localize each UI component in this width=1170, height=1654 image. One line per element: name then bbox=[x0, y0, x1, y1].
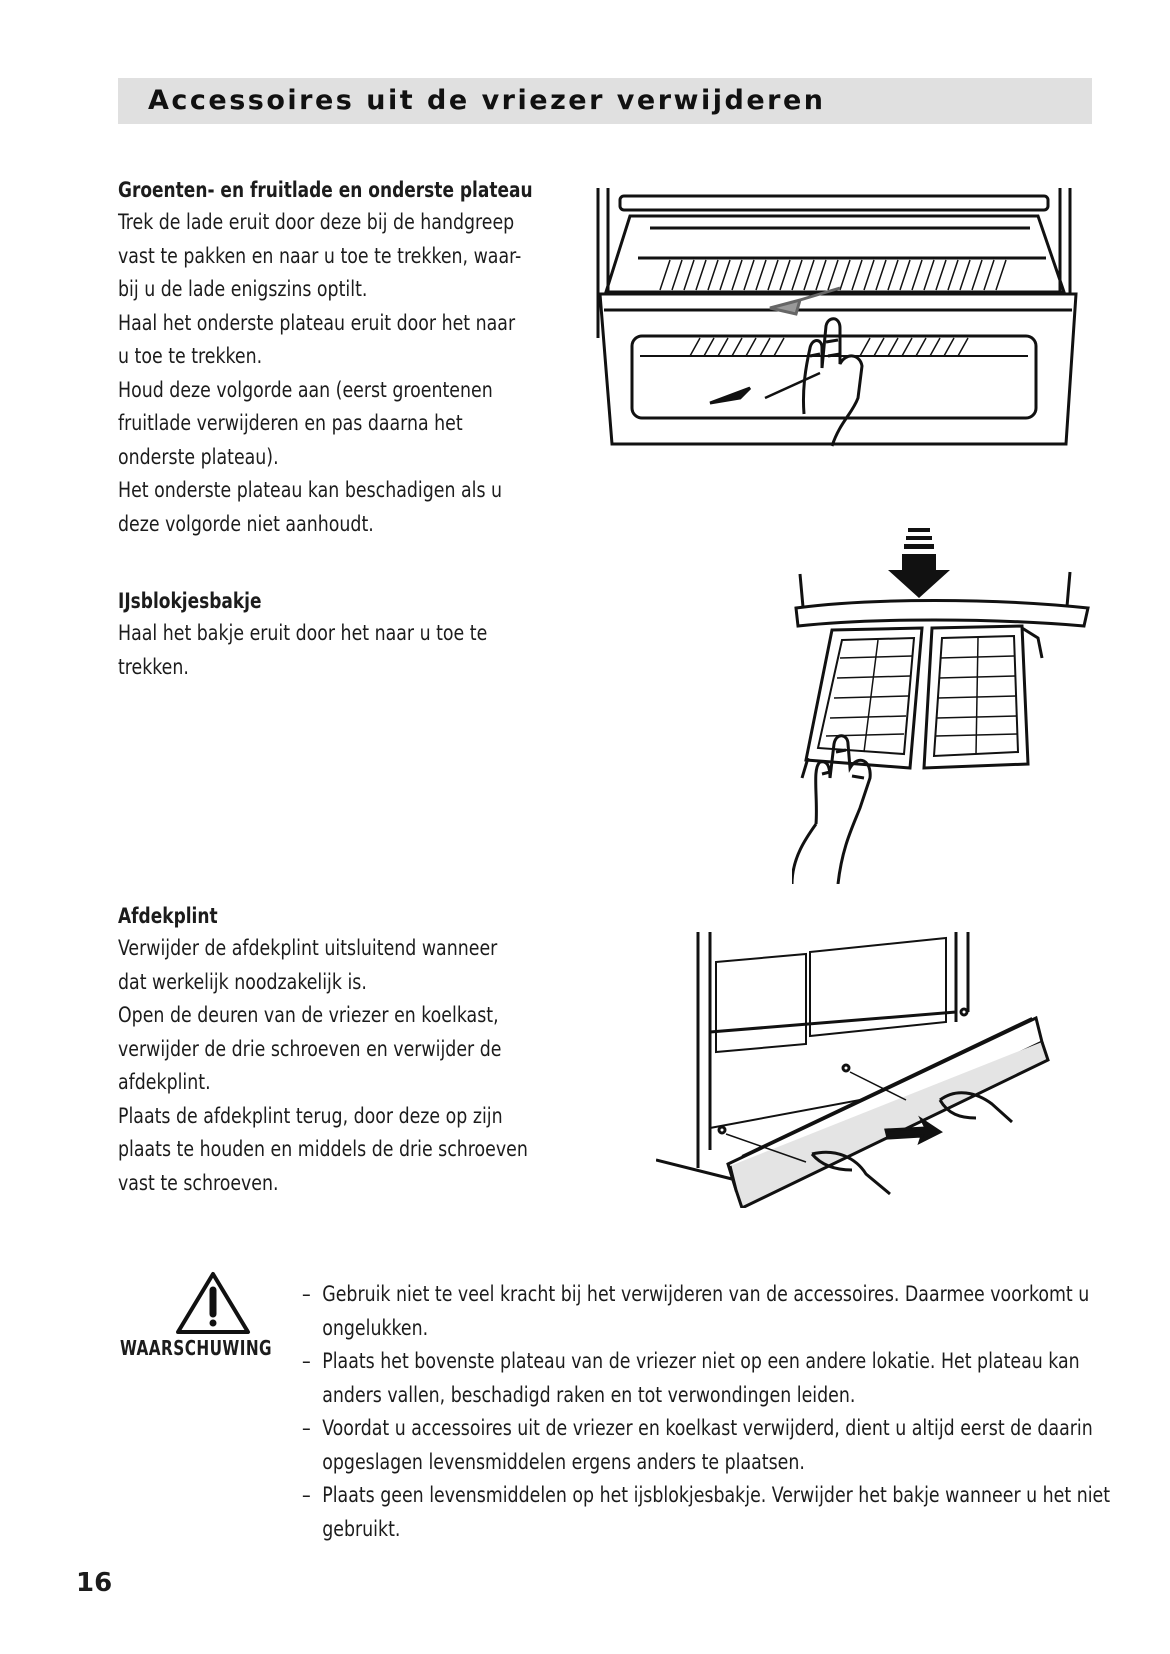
list-item: – Gebruik niet te veel kracht bij het verwijderen van de accessoires. Daarmee voorkomt u ongelukken. bbox=[302, 1278, 1113, 1345]
section-ice-tray bbox=[118, 587, 598, 684]
section-drawer bbox=[118, 176, 598, 541]
page-title: Accessoires uit de vriezer verwijderen bbox=[148, 85, 826, 116]
section-body: Haal het bakje eruit door het naar u toe te trekken. bbox=[118, 621, 488, 679]
section-heading: Groenten- en fruitlade en onderste plateau bbox=[118, 178, 533, 202]
list-item: – Voordat u accessoires uit de vriezer en koelkast verwijderd, dient u altijd eerst de daarin opgeslagen levensmiddelen ergens anders te plaatsen. bbox=[302, 1412, 1113, 1479]
page-number: 16 bbox=[76, 1568, 113, 1598]
ice-tray-illustration bbox=[792, 528, 1092, 884]
warning-label: WAARSCHUWING bbox=[120, 1336, 273, 1360]
drawer-illustration bbox=[590, 188, 1086, 450]
section-heading: IJsblokjesbakje bbox=[118, 589, 262, 613]
section-body: Verwijder de afdekplint uitsluitend wanneer dat werkelijk noodzakelijk is. Open de deuren van de vriezer en koelkast, verwijder de drie schroeven en verwijder de afdekplint. Plaats de afdekplint terug, door deze op zijn plaats te houden en middels de drie schroeven vast te schroeven. bbox=[118, 936, 528, 1195]
header-bar bbox=[118, 78, 1092, 124]
list-item: – Plaats geen levensmiddelen op het ijsblokjesbakje. Verwijder het bakje wanneer u het niet gebruikt. bbox=[302, 1479, 1113, 1546]
section-kick-plate bbox=[118, 902, 598, 1200]
list-item: – Plaats het bovenste plateau van de vriezer niet op een andere lokatie. Het plateau kan anders vallen, beschadigd raken en tot verwondingen leiden. bbox=[302, 1345, 1113, 1412]
section-body: Trek de lade eruit door deze bij de handgreep vast te pakken en naar u toe te trekken, waar- bij u de lade enigszins optilt. Haal het onderste plateau eruit door het naar u toe te trekken. Houd deze volgorde aan (eerst groentenen fruitlade verwijderen en pas daarna het onderste plateau). Het onderste plateau kan beschadigen als u deze volgorde niet aanhoudt. bbox=[118, 210, 522, 536]
kick-plate-illustration bbox=[656, 932, 1052, 1208]
section-heading: Afdekplint bbox=[118, 904, 218, 928]
warning-triangle-icon bbox=[174, 1270, 252, 1336]
warning-list bbox=[302, 1278, 1111, 1546]
